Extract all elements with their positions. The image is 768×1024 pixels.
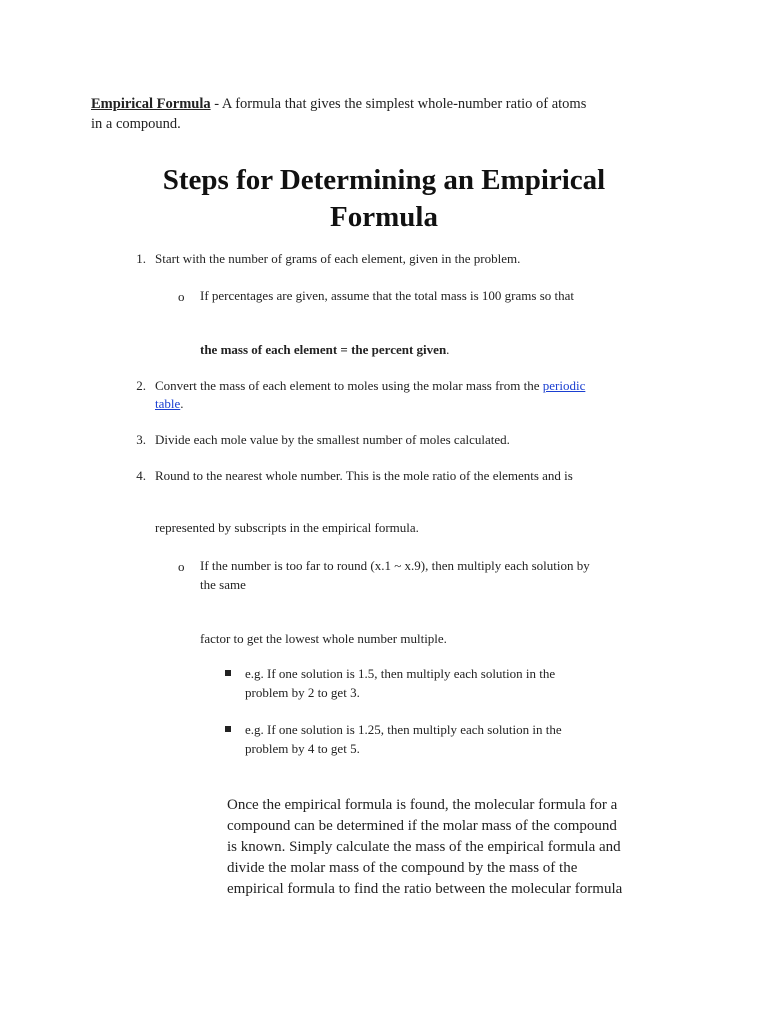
definition-term: Empirical Formula	[91, 96, 211, 112]
step-2-text-line-1	[155, 376, 695, 395]
example-2-line-2: problem by 4 to get 5.	[245, 741, 360, 756]
step-2-text: Convert the mass of each element to moles using the molar mass from the	[155, 378, 540, 393]
step-3-number: 3.	[136, 432, 146, 447]
step-1-sub-marker: o	[178, 289, 185, 304]
step-4-continuation: represented by subscripts in the empirical formula.	[155, 520, 419, 535]
definition-text-line-1: A formula that gives the simplest whole-number ratio of atoms	[221, 96, 587, 112]
step-4-text: Round to the nearest whole number. This is the mole ratio of the elements and is	[155, 468, 573, 483]
closing-line-3: is known. Simply calculate the mass of the empirical formula and	[227, 839, 621, 855]
page-title-line-2: Formula	[330, 201, 438, 233]
closing-paragraph	[227, 795, 697, 900]
example-2-bullet	[225, 726, 231, 732]
step-4-sub-marker: o	[178, 559, 185, 574]
step-1-number: 1.	[136, 251, 146, 266]
closing-line-4: divide the molar mass of the compound by the mass of the	[227, 860, 578, 876]
definition-text-line-2: in a compound.	[91, 116, 181, 132]
definition-separator: -	[210, 96, 222, 112]
periodic-table-link[interactable]: periodic	[542, 378, 586, 393]
example-1-line-2: problem by 2 to get 3.	[245, 685, 360, 700]
step-1-sub-text: If percentages are given, assume that the total mass is 100 grams so that	[200, 288, 575, 303]
example-2-line-1: e.g. If one solution is 1.25, then multiply each solution in the	[245, 722, 562, 737]
step-2-text-end: .	[180, 396, 184, 411]
closing-line-1: Once the empirical formula is found, the molecular formula for a	[227, 797, 618, 813]
example-1-line-1: e.g. If one solution is 1.5, then multiply each solution in the	[245, 666, 556, 681]
example-1-bullet	[225, 670, 231, 676]
definition-line-1	[91, 94, 691, 114]
step-1-sub-bold-text: the mass of each element = the percent given	[200, 342, 447, 357]
step-1-sub-end: .	[446, 342, 450, 357]
page-title-line-1: Steps for Determining an Empirical	[162, 164, 606, 196]
step-2-text-line-2	[155, 394, 695, 413]
periodic-table-link-continued[interactable]: table	[155, 396, 181, 411]
step-4-sub-continuation: factor to get the lowest whole number multiple.	[200, 631, 447, 646]
step-4-number: 4.	[136, 468, 146, 483]
closing-line-2: compound can be determined if the molar mass of the compound	[227, 818, 617, 834]
step-4-sub-text-line-1: If the number is too far to round (x.1 ~ x.9), then multiply each solution by	[200, 558, 590, 573]
step-4-sub-text-line-2: the same	[200, 577, 246, 592]
step-2-number: 2.	[136, 378, 146, 393]
step-3-text: Divide each mole value by the smallest number of moles calculated.	[155, 432, 510, 447]
closing-line-5: empirical formula to find the ratio between the molecular formula	[227, 881, 623, 897]
step-1-text: Start with the number of grams of each element, given in the problem.	[155, 251, 521, 266]
step-1-sub-continuation	[200, 340, 720, 359]
